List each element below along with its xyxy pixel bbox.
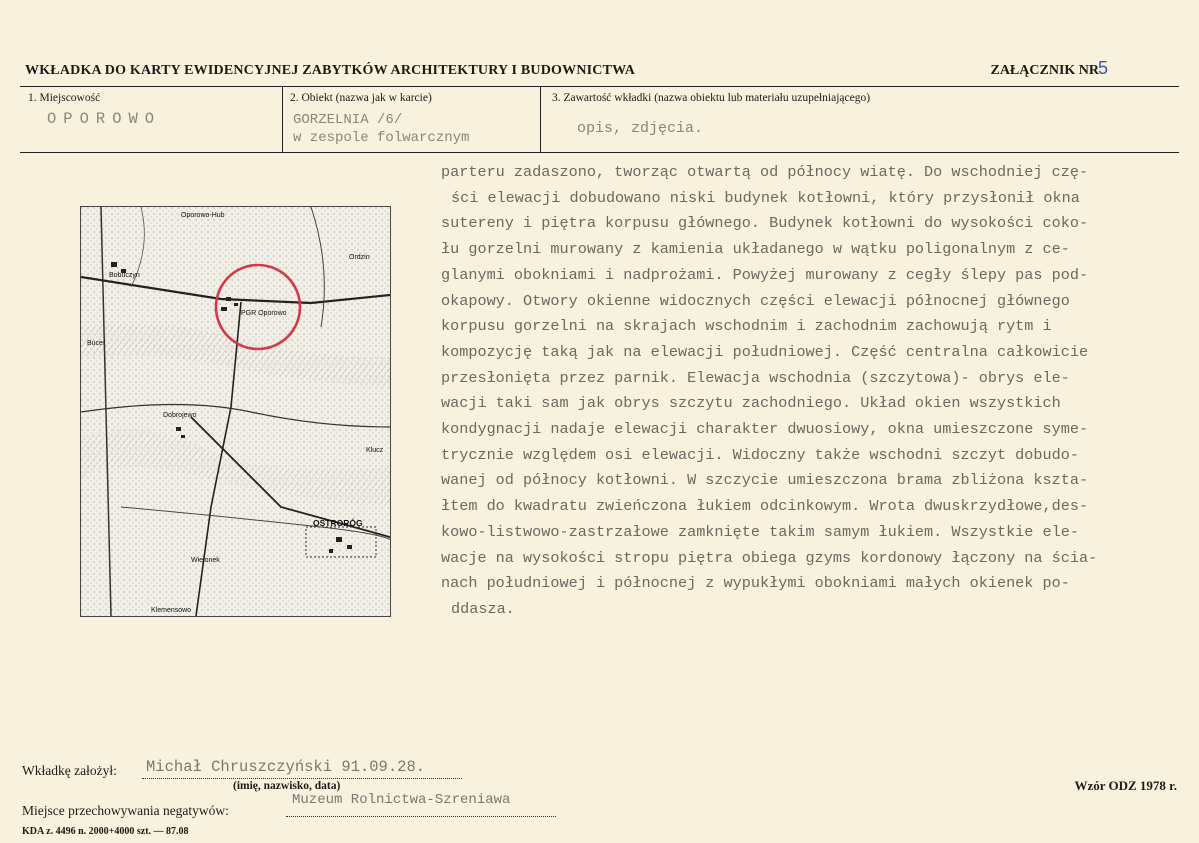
column-divider-2: [540, 86, 541, 152]
description-line: korpusu gorzelni na skrajach wschodnim i zachodnim zachowują rytm i: [441, 317, 1052, 336]
storage-dotline: [286, 816, 556, 817]
print-info: KDA z. 4496 n. 2000+4000 szt. — 87.08: [22, 826, 189, 837]
description-line: parteru zadaszono, tworząc otwartą od północy wiatę. Do wschodniej czę-: [441, 163, 1089, 181]
description-text: [441, 160, 1176, 623]
description-line: glanymi obokniami i nadprożami. Powyżej murowany z cegły ślepy pas pod-: [441, 265, 1089, 284]
map-label-klemensowo: Klemensowo: [151, 607, 192, 614]
established-dotline: [142, 778, 462, 779]
map-label-wielonek: Wielonek: [191, 557, 220, 564]
description-line: sutereny i piętra korpusu głównego. Budynek kotłowni do wysokości coko-: [441, 214, 1089, 233]
description-line: okapowy. Otwory okienne widocznych części elewacji północnej głównego: [441, 291, 1070, 310]
header-rule: [20, 86, 1179, 87]
object-value-line1: GORZELNIA /6/: [293, 112, 403, 128]
attachment-number: 5: [1098, 58, 1109, 78]
content-value: opis, zdjęcia.: [577, 120, 704, 137]
form-code: Wzór ODZ 1978 r.: [1074, 778, 1177, 793]
description-line: przesłonięta przez parnik. Elewacja wschodnia (szczytowa)- obrys ele-: [441, 368, 1070, 387]
description-line: ddasza.: [451, 599, 515, 618]
locality-label: 1. Miejscowość: [28, 92, 101, 104]
description-line: trycznie względem osi elewacji. Widoczny także wschodni szczyt dobudo-: [441, 445, 1079, 464]
attachment-label: ZAŁĄCZNIK NR: [990, 63, 1099, 78]
established-hint: (imię, nazwisko, data): [233, 780, 341, 792]
map-label-dobrojewo: Dobrojewo: [163, 412, 197, 419]
map-label-pgr: PGR Oporowo: [241, 310, 287, 317]
map-label-bobuczyn: Bobuczyn: [109, 272, 140, 279]
object-value-line2: w zespole folwarcznym: [293, 130, 470, 146]
map-label-klucz: Klucz: [366, 447, 384, 454]
map-label-ostrorog: OSTRORÓG: [313, 518, 363, 528]
map-drawing: [81, 207, 390, 616]
description-line: wacji taki sam jak obrys szczytu zachodniego. Układ okien wszystkich: [441, 394, 1061, 413]
description-line: łtem do kwadratu zwieńczona łukiem odcinkowym. Wrota dwuskrzydłowe,des-: [441, 497, 1089, 516]
description-line: wanej od północy kotłowni. W szczycie umieszczona brama zbliżona kszta-: [441, 471, 1089, 490]
description-line: łu gorzelni murowany z kamienia układanego w wątku poligonalnym z ce-: [441, 240, 1070, 259]
map-label-oporowo-hub: Oporowo-Hub: [181, 212, 225, 219]
description-line: ści elewacji dobudowano niski budynek kotłowni, który przysłonił okna: [451, 188, 1080, 207]
storage-value: Muzeum Rolnictwa-Szreniawa: [292, 792, 511, 808]
map-label-bucer: Bucer: [87, 340, 106, 347]
fields-rule: [20, 152, 1179, 153]
description-line: wacje na wysokości stropu piętra obiega gzyms kordonowy łączony na ścia-: [441, 548, 1098, 567]
description-line: kowo-listwowo-zastrzałowe zamknięte takim samym łukiem. Wszystkie ele-: [441, 522, 1079, 541]
form-title: WKŁADKA DO KARTY EWIDENCYJNEJ ZABYTKÓW ARCHITEKTURY I BUDOWNICTWA: [25, 63, 636, 78]
storage-label: Miejsce przechowywania negatywów:: [22, 803, 229, 818]
established-label: Wkładkę założył:: [22, 763, 117, 778]
object-label: 2. Obiekt (nazwa jak w karcie): [290, 92, 432, 104]
column-divider-1: [282, 86, 283, 152]
map-label-ordzin: Ordzin: [349, 254, 370, 261]
locality-value: OPOROWO: [47, 110, 162, 128]
content-label: 3. Zawartość wkładki (nazwa obiektu lub materiału uzupełniającego): [552, 92, 871, 104]
description-line: kondygnacji nadaje elewacji charakter dwuosiowy, okna umieszczone syme-: [441, 420, 1089, 439]
location-map: [80, 206, 391, 617]
description-line: kompozycję taką jak na elewacji południowej. Część centralna całkowicie: [441, 342, 1089, 361]
description-line: nach południowej i północnej z wypukłymi obokniami małych okienek po-: [441, 574, 1070, 593]
established-value: Michał Chruszczyński 91.09.28.: [146, 758, 426, 776]
